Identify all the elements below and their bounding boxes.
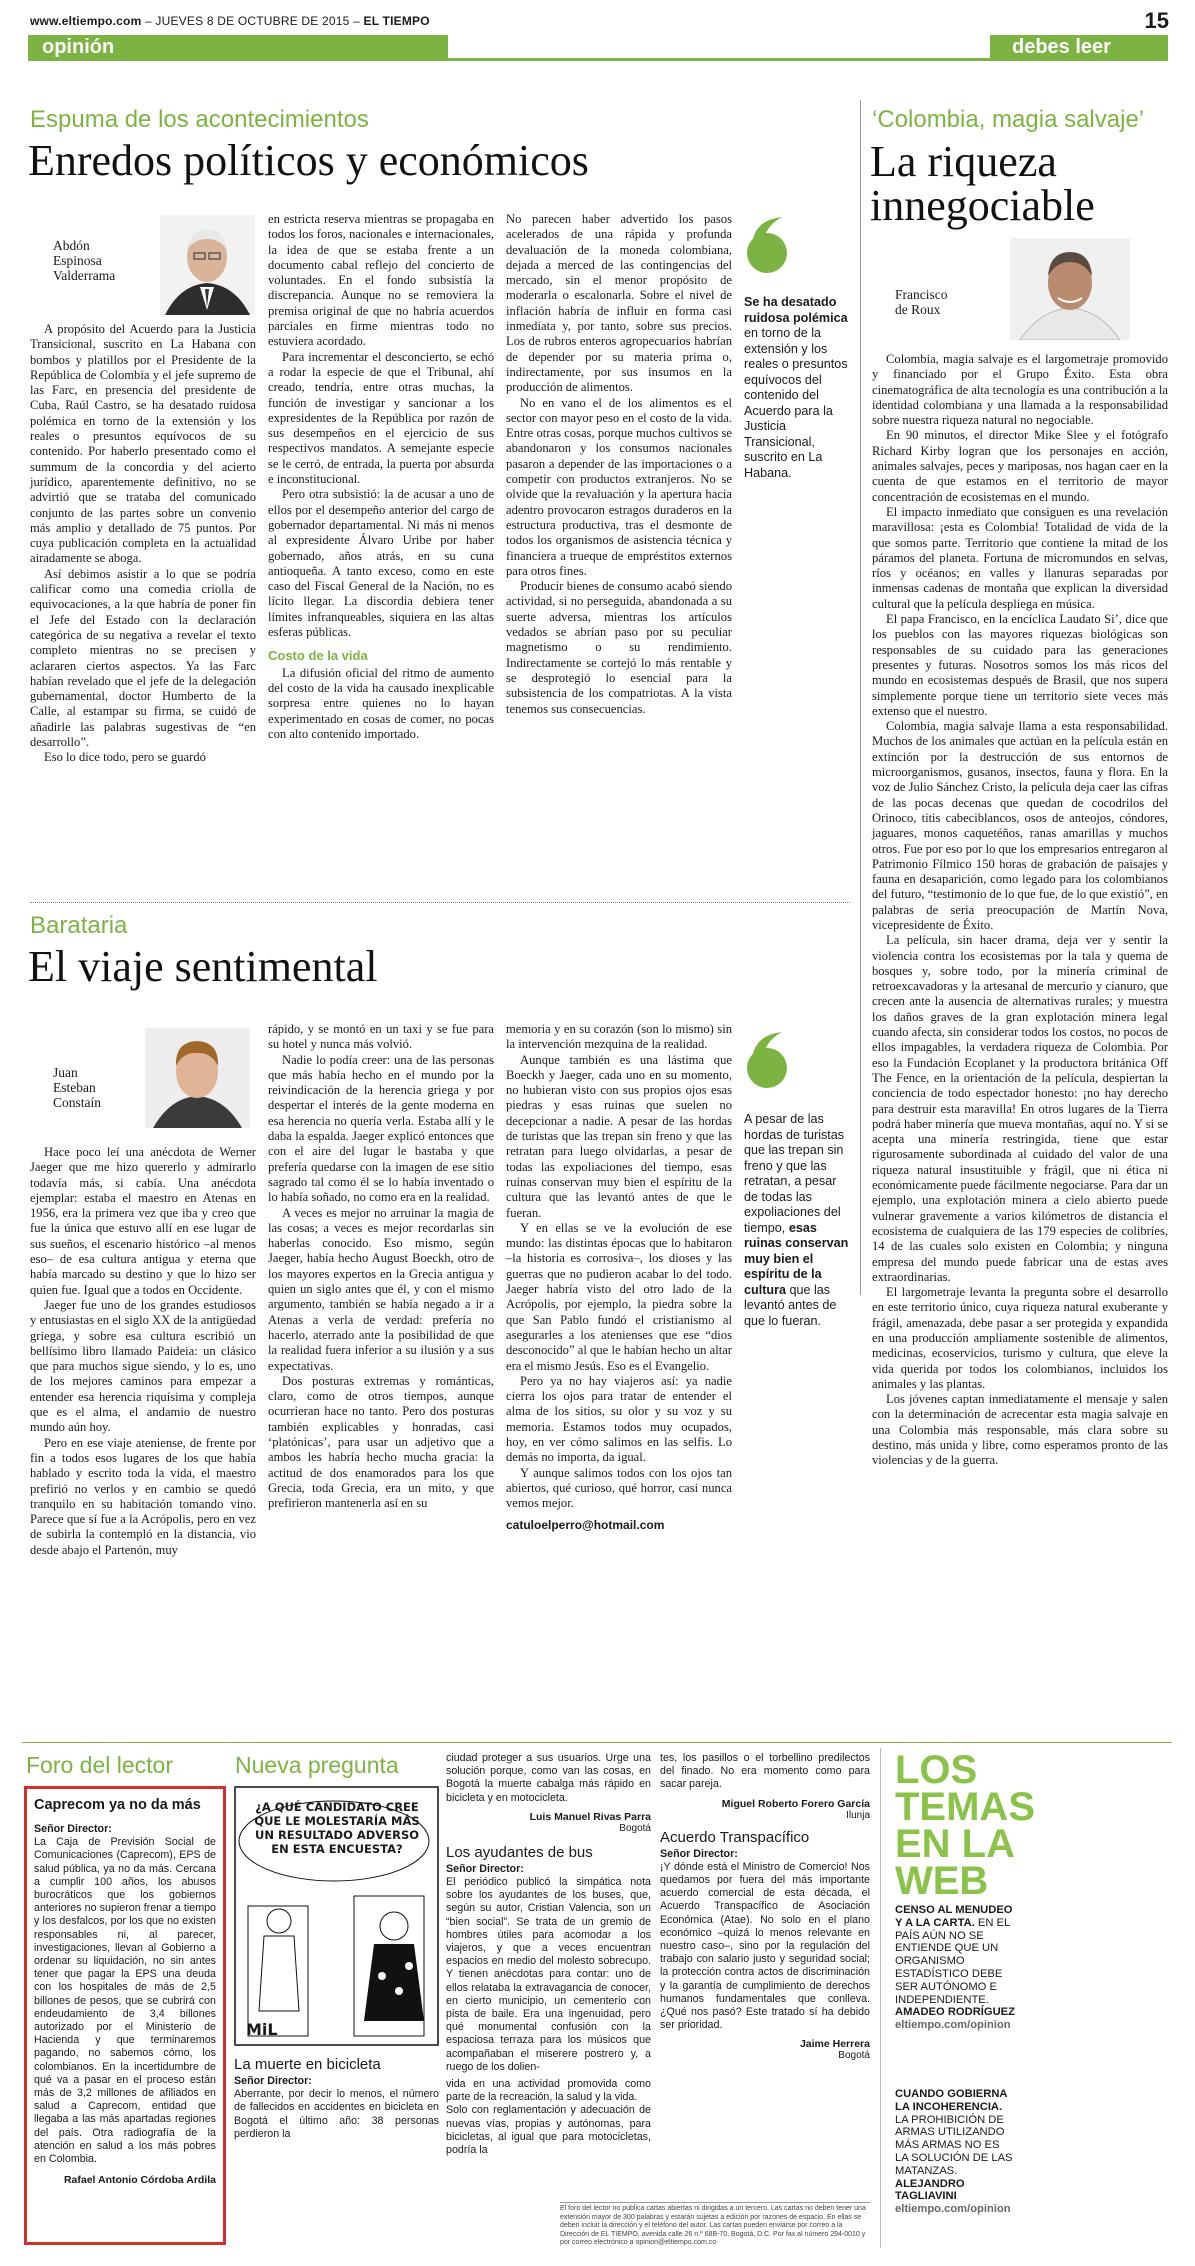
letter-greeting: Señor Director: <box>660 1847 738 1860</box>
paragraph: A veces es mejor no arruinar la magia de las cosas; a veces es mejor recordarlas sin haberlas conocido. Eso mismo, según Jaeger, había hecho August Boeckh, otro de los mayores expertos en la Grecia antigua y quien un siglo antes que él, y con el mismo argumento, también se había negado a ir a Atenas a verla de verdad: prefería no hacerlo, aterrado ante la posibilidad de que la realidad fuera inferior a su ilusión y a sus expectativas. <box>268 1205 494 1373</box>
foro-fine-print: El foro del lector no publica cartas abiertas ni dirigidas a un tercero. Las cartas no deben tener una extensión mayor de 300 palabras y estarán sujetas a edición por razones de espacio. En ellas se deben incluir la dirección y el teléfono del autor. Las cartas pueden enviarse por correo a la Dirección de EL TIEMPO, avenida calle 26 n.º 68B-70, Bogotá, D.C. Por fax al número 294-0010 y por correo electrónico a opinion@eltiempo.com.co <box>560 2202 870 2248</box>
column-divider <box>860 100 861 1295</box>
letter-body: La Caja de Previsión Social de Comunicaciones (Caprecom), EPS de salud pública, ya no da más. Cercana a cumplir 100 años, los abusos burocráticos que los gobiernos anteriores no supieron frenar a tiempo y los desfalcos, por los que no existen responsables ni, al parecer, investigaciones, llevan al Gobierno a ordenar su liquidación, no sin antes tener que pagar la EPS una deuda con los hospitales de más de 2,5 billones de pesos, que se cubrirá con endeudamiento de 3,4 billones autorizado por el Ministerio de Hacienda y que terminaremos pagando, no sabemos cómo, los colombianos. En la incertidumbre de qué va a pasar en el proceso están más de 3,2 millones de afiliados en salud a Caprecom, entidad que llegaba a las más apartadas regiones del país. Otra radiografía de la atención en salud a los más pobres en Colombia. <box>34 1836 216 2166</box>
article3-body <box>872 352 1168 1469</box>
author-photo-abdon <box>160 215 255 315</box>
article1-title: Enredos políticos y económicos <box>28 136 589 185</box>
web-item-text: EN EL PAÍS AÚN NO SE ENTIENDE QUE UN ORGANISMO ESTADÍSTICO DEBE SER AUTÓNOMO E INDEPENDIENTE. <box>895 1916 1010 2006</box>
article2-author <box>53 1065 101 1110</box>
paragraph: Los jóvenes captan inmediatamente el mensaje y salen con la determinación de acrecentar esta magia salvaje en una Colombia más responsable, más clara sobre su destino, más unida y libre, como esperamos pronto de las violencias y de la guerra. <box>872 1392 1168 1468</box>
web-heading-line: TEMAS <box>895 1785 1035 1829</box>
letter-greeting: Señor Director: <box>446 1862 524 1875</box>
author-line: Constaín <box>53 1095 102 1110</box>
section-divider <box>30 902 850 903</box>
paragraph: rápido, y se montó en un taxi y se fue para su hotel y nunca más volvió. <box>268 1022 494 1052</box>
paragraph: Jaeger fue uno de los grandes estudiosos y entusiastas en el siglo XX de la antigüedad griega, y sobre esa cultura escribió un bellísimo libro llamado Paideia: un clásico que para muchos sigue siendo, y lo es, uno de los mejores caminos para empezar a entender esa herencia riquísima y compleja que es el alma, el andamio de nuestro mundo aún hoy. <box>30 1297 256 1435</box>
debes-leer-bar <box>990 35 1168 59</box>
letter-bicicleta-end <box>446 1752 651 2074</box>
web-item-2[interactable] <box>895 2088 1015 2216</box>
paragraph: Dos posturas extremas y románticas, claro, como de otros tiempos, aunque ocurrieran hace no tanto. Pero dos posturas también explicables y honradas, casi ‘platónicas’, para usar un adjetivo que a ambos les habría hecho mucha gracia: la actitud de dos enamorados para los que Grecia, toda Grecia, era un mito, y que prefirieron mantenerla así en su <box>268 1373 494 1511</box>
letter-body: vida en una actividad promovida como parte de la recreación, la salud y la vida. <box>446 2078 651 2104</box>
article3-title-line2: innegociable <box>870 181 1095 230</box>
letter-title: La muerte en bicicleta <box>234 2056 381 2073</box>
author-line: Valderrama <box>53 268 116 283</box>
paragraph: Pero otra subsistió: la de acusar a uno de ellos por el desempeño anterior del cargo de gobernador departamental. Ni más ni menos al expresidente Álvaro Uribe por haber gobernado, años atrás, en su cuna antioqueña. A tanto exceso, como en este caso del Fiscal General de la Nación, no es lícito llegar. La discordia debiera tener límites infranqueables, siquiera en las altas esferas públicas. <box>268 487 494 640</box>
letter-signature: Luis Manuel Rivas Parra <box>529 1810 651 1823</box>
paragraph: en estricta reserva mientras se propagaba en todos los foros, nacionales e internacionales, la idea de que se estaba frente a un documento cabal reflejo del concierto de voluntades. En el fondo subsistía la discrepancia. Aunque no se removiera la premisa original de que no habría acuerdos parciales en firme mientras todo no estuviera acordado. <box>268 212 494 349</box>
paragraph: El largometraje levanta la pregunta sobre el desarrollo en este territorio único, cuya riqueza natural exuberante y frágil, amenazada, debe pasar a ser protegida y expandida en una producción ampliamente sostenible de alimentos, medicinas, ecoservicios, turismo y cultura, que eleve la vida querida por todos los colombianos, incluidos los animales y las plantas. <box>872 1285 1168 1391</box>
pullquote-text: en torno de la extensión y los reales o presuntos equívocos del contenido del Acuerdo para la Justicia Transicional, suscrito en La Habana. <box>744 326 848 480</box>
web-heading-line: EN LA <box>895 1822 1015 1866</box>
paragraph: Y en ellas se ve la evolución de ese mundo: las distintas épocas que lo habitaron –la historia es corrosiva–, los dioses y las guerras que no pudieron acabar lo del todo. Jaeger habría visto del otro lado de la Acrópolis, por ejemplo, la piedra sobre la que San Pablo fundó el cristianismo al asegurarles a los atenienses que ese “dios desconocido” al que le habían hecho un altar era el mismo Jesús. Eso es el Evangelio. <box>506 1220 732 1373</box>
paragraph: Para incrementar el desconcierto, se echó a rodar la especie de que el Tribunal, ahí creado, tendría, entre otras muchas, la función de investigar y sancionar a los expresidentes de la República por razón de sus desempeños en el ejercicio de sus respectivos mandatos. A semejante especie se le cerró, de entrada, la puerta por absurda e inconstitucional. <box>268 349 494 487</box>
article2-pullquote <box>744 1112 852 1329</box>
web-item-text: LA PROHIBICIÓN DE ARMAS UTILIZANDO MÁS ARMAS NO ES LA SOLUCIÓN DE LAS MATANZAS. <box>895 2113 1013 2177</box>
letter-acuerdo <box>660 1752 870 2061</box>
paragraph: Hace poco leí una anécdota de Werner Jaeger que me hizo quererlo y admirarlo todavía más, si cabía. Una anécdota ejemplar: estaba el maestro en Atenas en 1956, era la primera vez que iba y creo que fue la única que estuvo allí en ese lugar de sus sueños, el escenario histórico –al menos eso– de esa cultura antigua y eterna que había marcado su destino y que lo hizo ser quien fue. Igual que a todos en Occidente. <box>30 1145 256 1297</box>
quote-mark-icon <box>742 215 792 275</box>
paragraph: Pero ya no hay viajeros así: ya nadie cierra los ojos para tratar de entender el alma de los sitios, su olor y su voz y su memoria. Estamos todos muy ocupados, hoy, en ver cómo salimos en las selfis. Lo demás no importa, da igual. <box>506 1373 732 1465</box>
article1-col1 <box>30 322 256 766</box>
paragraph: Y aunque salimos todos con los ojos tan abiertos, qué curioso, qué horror, casi nunca vemos mejor. <box>506 1465 732 1511</box>
debes-leer-label: debes leer <box>1012 36 1111 58</box>
web-item-title: CUANDO GOBIERNA LA INCOHERENCIA. <box>895 2088 1008 2113</box>
section-label: opinión <box>42 36 115 58</box>
author-line: Espinosa <box>53 253 102 268</box>
paragraph: El papa Francisco, en la encíclica Laudato Si’, dice que los pueblos con las mayores riquezas biológicas son responsables de su cuidado para las generaciones presentes y futuras. Nosotros somos los más ricos del mundo en ecosistemas después de Brasil, que nos supera simplemente porque tiene un territorio siete veces más extenso que el nuestro. <box>872 612 1168 718</box>
paragraph: Así debimos asistir a lo que se podría calificar como una comedia criolla de equivocaciones, a la que habría de poner fin el Jefe del Estado con la declaración categórica de su negativa a revelar el texto completo mientras no se precisen y aclararen ciertos aspectos. Ya las Farc habían revelado que el jefe de la delegación gubernamental, doctor Humberto de la Calle, al estampar su firma, se cuidó de añadirle las palabras sugestivas de “en desarrollo”. <box>30 566 256 750</box>
letter-bicicleta <box>234 2052 439 2141</box>
article2-col3 <box>506 1022 732 1533</box>
foro-title: Foro del lector <box>26 1752 174 1778</box>
paragraph: No parecen haber advertido los pasos acelerados de una rápida y profunda devaluación de la moneda colombiana, dejada a merced de las contingencias del mercado, sin el menor propósito de moderarla o escalonarla. Sobre el nivel de inflación habría de influir en forma casi inmediata y, por tanto, sobre sus precios. Los de rubros enteros agropecuarios habrían de depender por su materia prima o, indirectamente, por sus insumos en la producción de alimentos. <box>506 212 732 395</box>
letter-body: El periódico publicó la simpática nota sobre los ayudantes de los buses, que, según su autor, Cristian Valencia, son un “bien social”. Se trata de un gremio de hombres útiles para acomodar a los viajeros, y que a veces encuentran espacios en medio del molesto sobrecupo. Y tienen anécdotas para contar: uno de ellos relataba la extravagancia de conocer, en cierto municipio, un cementerio con pista de baile. Era una ingenuidad, pero qué monumental confusión con la espaciosa terraza para los músicos que acompañaban el miserere postrero y, a ruego de los dolien- <box>446 1876 651 2073</box>
foro-rule <box>22 1742 1172 1743</box>
paragraph: La película, sin hacer drama, deja ver y sentir la violencia contra los ecosistemas por la tala y quema de bosques y, sobre todo, por la minería criminal de retroexcavadoras y la artesanal de mercurio y cianuro, que crecen ante la ausencia de alternativas rurales; y muestra los daños graves de la gran explotación minera legal cuando afecta, sin considerar todos los costos, no pocos de ellos impagables, la verdadera riqueza de Colombia. Por eso la Fundación Ecoplanet y la productora británica Off The Fence, en la orientación de la película, despiertan la conciencia de todo espectador honesto: ¡no hay derecho para destruir esta maravilla! En otros lugares de la Tierra podrá haber minería que mueva montañas, aquí no. Y si se acepta una minería restringida, tiene que estar rigurosamente subordinada al cuidado del valor de una riqueza natural insustituible y frágil, que ni ética ni económicamente puede fácilmente negociarse. Para dar un ejemplo, una explotación minera a cielo abierto puede vulnerar gravemente a varios kilómetros de distancia el ecosistema de cualquiera de las 179 especies de colibríes, 14 de las cuales solo existen en Colombia; y ninguna empresa del mundo puede fabricar una de estas aves extraordinarias. <box>872 933 1168 1284</box>
paragraph: Aunque también es una lástima que Boeckh y Jaeger, cada uno en su momento, no hubieran visto con sus propios ojos esas piedras y esas ruinas que suelen no decepcionar a nadie. A pesar de las hordas de turistas que las trepan sin freno y que las retratan para luego olvidarlas, a pesar de todas las expoliaciones del tiempo, esas ruinas conservan muy bien el espíritu de la cultura que las levantó antes de que le fueran. <box>506 1052 732 1220</box>
author-line: de Roux <box>895 302 941 317</box>
paragraph: En 90 minutos, el director Mike Slee y el fotógrafo Richard Kirby logran que los personajes en acción, animales salvajes, peces y mariposas, nos hagan caer en la cuenta de que estamos en el territorio de mayor concentración de ecosistemas en el mundo. <box>872 428 1168 504</box>
paragraph: No en vano el de los alimentos es el sector con mayor peso en el costo de la vida. Entre otras cosas, porque muchos cultivos se abandonaron y los consumos nacionales pasaron a depender de las importaciones o a competir con productos extranjeros. No se olvide que la revaluación y la apertura hacia adentro provocaron estragos duraderos en la estructura productiva, tras el desmonte de todos los organismos de asistencia técnica y financiera a trueque de empréstitos externos para otros fines. <box>506 395 732 578</box>
article3-kicker: ‘Colombia, magia salvaje’ <box>872 106 1145 133</box>
site-url[interactable]: www.eltiempo.com <box>30 14 142 28</box>
article3-title-line1: La riqueza <box>870 137 1057 186</box>
letter-body: ¡Y dónde está el Ministro de Comercio! Nos quedamos por fuera del más importante acuerdo comercial de esta década, el Acuerdo Transpacífico de Asociación Económica (Atae). No solo en el plano económico –quizá lo menos relevante en nuestro caso–, sino por la regulación del trabajo con salario justo y seguridad social; la protección contra actos de discriminación y la garantía de cumplimiento de derechos humanos fundamentales que conlleva. ¿Qué nos pasó? Este tratado sí ha debido ser prioridad. <box>660 1860 870 2032</box>
paragraph: Nadie lo podía creer: una de las personas que más había hecho en el mundo por la reivindicación de la herencia griega y por despertar el interés de la gente moderna en esa herencia no quería verla. Estaba allí y le daba la espalda. Jaeger explicó entonces que con el aire del lugar le bastaba y que prefería quedarse con la imagen de ese sitio sagrado tal como él se lo había inventado o lo había soñado, no como era en la realidad. <box>268 1052 494 1205</box>
article1-pullquote <box>744 295 850 481</box>
issue-date: JUEVES 8 DE OCTUBRE DE 2015 <box>155 14 350 28</box>
web-item-title: CENSO AL MENUDEO Y A LA CARTA. <box>895 1904 1013 1929</box>
paragraph: Colombia, magia salvaje es el largometraje promovido y financiado por el Grupo Éxito. Esta obra cinematográfica de alta tecnología es una contribución a la identidad colombiana y una llamada a la responsabilidad sobre nuestra riqueza natural no negociable. <box>872 352 1168 428</box>
pullquote-text: que las levantó antes de que lo fueran. <box>744 1282 837 1328</box>
web-heading-line: LOS <box>895 1748 978 1792</box>
page-number: 15 <box>1144 8 1169 33</box>
column-divider <box>880 1748 881 2248</box>
web-item-author: ALEJANDRO TAGLIAVINI <box>895 2177 965 2203</box>
letter-signature: Miguel Roberto Forero García <box>721 1797 870 1810</box>
paragraph: El impacto inmediato que consiguen es una revelación maravillosa: ¡esta es Colombia! Totalidad de vida de la que somos parte. Territorio que contiene la mitad de los páramos del planeta. Fortuna de micromundos en selvas, ríos y océanos; en valles y llanuras separadas por inmensas cadenas de montaña que explican la diversidad cultural que la película despliega en música. <box>872 504 1168 611</box>
web-item-link[interactable]: eltiempo.com/opinion <box>895 2203 1011 2216</box>
paragraph: Eso lo dice todo, pero se guardó <box>44 750 206 765</box>
paragraph: memoria y en su corazón (son lo mismo) sin la intervención mezquina de la realidad. <box>506 1022 732 1052</box>
letter-bicicleta-cont <box>446 2078 651 2157</box>
brand-name: EL TIEMPO <box>363 14 430 28</box>
web-item-author: AMADEO RODRÍGUEZ <box>895 2006 1015 2019</box>
letter-title: Caprecom ya no da más <box>34 1797 201 1813</box>
paragraph: La difusión oficial del ritmo de aumento del costo de la vida ha causado inexplicable sorpresa entre quienes no lo hayan experimentado en cosas de comer, no pocas con alto contenido importado. <box>268 665 494 741</box>
web-item-link[interactable]: eltiempo.com/opinion <box>895 2019 1011 2032</box>
quote-mark-icon <box>742 1030 792 1090</box>
pullquote-bold: Se ha desatado ruidosa polémica <box>744 295 848 325</box>
subhead: Costo de la vida <box>268 648 368 664</box>
letter-greeting: Señor Director: <box>234 2075 312 2087</box>
letter-title: Los ayudantes de bus <box>446 1843 593 1861</box>
highlight-letter-box <box>24 1786 226 2245</box>
pullquote-bold: esas ruinas conservan muy bien el espíritu de la cultura <box>744 1220 849 1297</box>
paragraph: A propósito del Acuerdo para la Justicia Transicional, suscrito en La Habana con bombos y platillos por el Presidente de la República de Colombia y el jefe supremo de las Farc, en presencia del presidente de Cuba, Raúl Castro, se ha desatado ruidosa polémica en torno de la extensión y los reales o presuntos equívocos de su contenido. Por haberlo presentado como el summum de la concordia y del acierto jurídico, aparentemente definitivo, no se advirtió que se trataba del comunicado conjunto de las partes sobre un convenio más amplio y detallado de 75 puntos. Por cuya publicación completa en la actualidad airadamente se aboga. <box>30 322 256 566</box>
letter-title: Acuerdo Transpacífico <box>660 1828 810 1846</box>
section-bar <box>28 35 448 59</box>
article2-col2 <box>268 1022 494 1512</box>
author-line: Esteban <box>53 1080 96 1095</box>
paragraph: Colombia, magia salvaje llama a esta responsabilidad. Muchos de los animales que actúan en la película están en extinción por la destrucción de sus entornos de microorganismos, gusanos, insectos, fauna y flora. En la voz de Julio Sánchez Cristo, la película deja caer las cifras de las pocas decenas que quedan de cocodrilos del Orinoco, titis cabeciblancos, osos de anteojos, cóndores, jaguares, monos caquetéños, ranas amarillas y muchos otros. Fue por eso por lo que los empresarios entregaron al Patrimonio Fílmico 150 horas de grabación de paisajes y fauna en desaparición, como legado para los colombianos del futuro, “testimonio de lo que fue, de lo que existió”, en palabras de seria preocupación de Martín Nova, vicepresidente de Éxito. <box>872 719 1168 932</box>
cartoon-caption: ¿A QUÉ CANDIDATO CREE QUE LE MOLESTARÍA MÁS UN RESULTADO ADVERSO EN ESTA ENCUESTA? <box>254 1800 420 1856</box>
letter-city: Bogotá <box>838 2050 870 2062</box>
letter-body: Solo con reglamentación y adecuación de nuevas vías, propias y autónomas, para bicicletas, al igual que para motocicletas, podría la <box>446 2104 651 2157</box>
letter-body: tes, los pasillos o el torbellino predilectos del finado. No era momento como para sacar pareja. <box>660 1752 870 1791</box>
article1-col3 <box>506 212 732 717</box>
nueva-pregunta-title: Nueva pregunta <box>235 1752 399 1778</box>
letter-body: Aberrante, por decir lo menos, el número de fallecidos en accidentes en bicicleta en Bogotá el último año: 38 personas perdieron la <box>234 2088 439 2140</box>
author-photo-constain <box>145 1028 250 1128</box>
paragraph: Pero en ese viaje ateniense, de frente por fin a todos esos lugares de los que había hablado y escrito toda la vida, el maestro prefirió no verlos y en cambio se quedó tranquilo en su habitación tomando vino. Parece que sí fue a la Acrópolis, pero en vez de subirla la contempló en la distancia, vio desde abajo el Partenón, muy <box>30 1435 256 1557</box>
article2-col1 <box>30 1145 256 1558</box>
article2-kicker: Barataria <box>30 912 128 939</box>
author-line: Juan <box>53 1065 78 1080</box>
article3-author <box>895 287 947 317</box>
letter-signature: Jaime Herrera <box>799 2038 870 2051</box>
author-line: Abdón <box>53 238 90 253</box>
letter-city: Ilunja <box>846 1809 870 1821</box>
web-heading-line: WEB <box>895 1859 989 1903</box>
letter-greeting: Señor Director: <box>34 1823 112 1835</box>
article1-kicker: Espuma de los acontecimientos <box>30 106 369 133</box>
article1-col2 <box>268 212 494 742</box>
letter-signature: Rafael Antonio Córdoba Ardila <box>63 2174 216 2187</box>
article2-title: El viaje sentimental <box>28 942 378 991</box>
web-heading <box>895 1748 1167 1903</box>
author-line: Francisco <box>895 287 948 302</box>
author-email[interactable]: catuloelperro@hotmail.com <box>506 1517 665 1532</box>
letter-body: ciudad proteger a sus usuarios. Urge una solución porque, como van las cosas, en Bogotá la muerte cabalga más rápido en bicicleta y en motocicleta. <box>446 1752 651 1804</box>
cartoon-signature: MiL <box>246 2020 278 2039</box>
pullquote-text: A pesar de las hordas de turistas que las trepan sin freno y que las retratan, a pesar de todas las expoliaciones del tiempo, <box>744 1112 845 1235</box>
author-photo-deroux <box>1010 238 1130 340</box>
letter-city: Bogotá <box>619 1822 651 1834</box>
masthead-line: www.eltiempo.com – JUEVES 8 DE OCTUBRE DE 2015 – EL TIEMPO <box>30 14 430 28</box>
web-item-1[interactable] <box>895 1904 1015 2032</box>
paragraph: Producir bienes de consumo acabó siendo actividad, si no perseguida, abandonada a su suerte adversa, mientras los artículos vedados se abrían paso por su peculiar magnetismo o su rendimiento. Indirectamente se cortejó lo más rentable y se desprotegió lo esencial para la subsistencia de los compatriotas. A la vista tenemos sus consecuencias. <box>506 579 732 716</box>
article1-author <box>53 238 115 283</box>
